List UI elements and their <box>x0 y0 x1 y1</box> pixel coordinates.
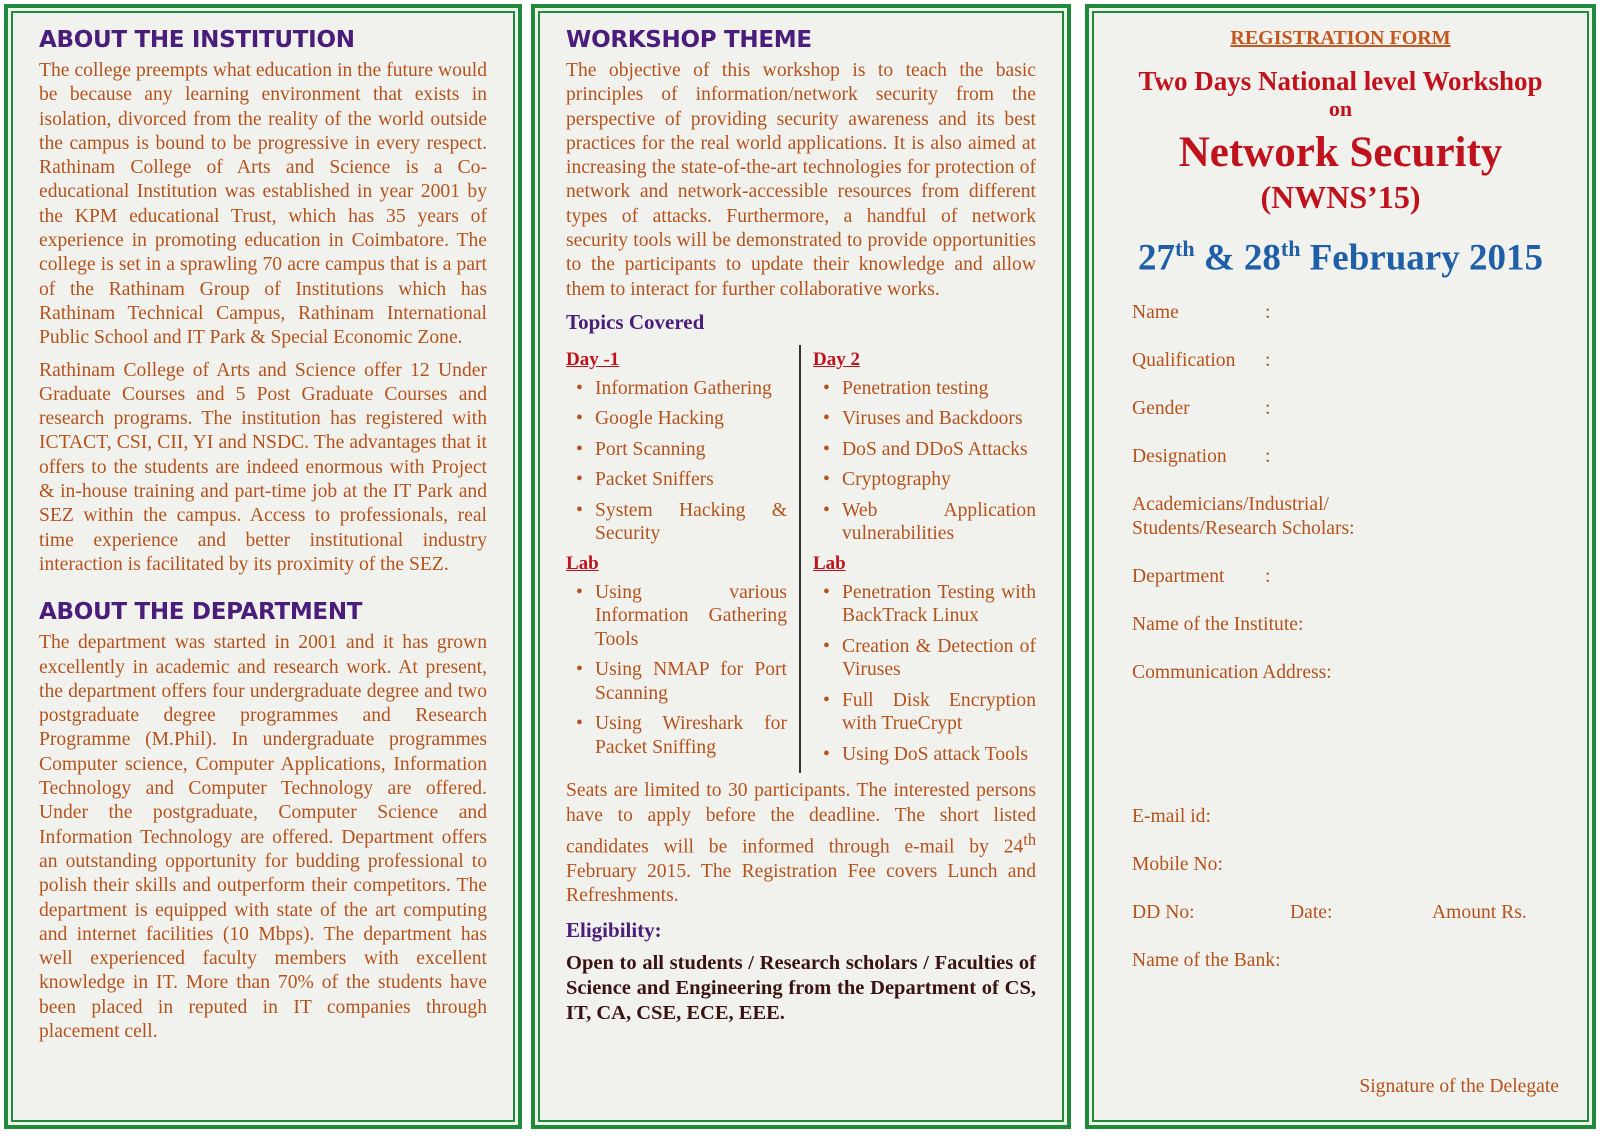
field-label: Department <box>1132 566 1225 588</box>
field-label: E-mail id: <box>1132 806 1211 828</box>
field-category[interactable] <box>1132 493 1561 565</box>
day1-heading: Day -1 <box>566 348 620 370</box>
field-address[interactable] <box>1132 661 1561 805</box>
field-institute[interactable] <box>1132 613 1561 661</box>
list-item: • Packet Sniffers <box>566 468 787 492</box>
topics-title: Topics Covered <box>566 309 705 334</box>
field-colon: : <box>1265 302 1271 324</box>
field-amount: Amount Rs. <box>1432 902 1527 924</box>
list-item: • Web Application vulnerabilities <box>813 499 1036 546</box>
seats-text-sup: th <box>1023 830 1036 850</box>
workshop-code: (NWNS’15) <box>1260 179 1421 215</box>
field-email[interactable] <box>1132 805 1561 853</box>
field-label: Gender <box>1132 398 1190 420</box>
day2-lab-heading: Lab <box>813 552 846 574</box>
field-department[interactable] <box>1132 565 1561 613</box>
seats-text-after: February 2015. The Registration Fee covers Lunch and Refreshments. <box>566 860 1036 907</box>
workshop-on: on <box>1328 96 1353 121</box>
field-bank[interactable] <box>1132 949 1561 997</box>
topics-columns <box>566 345 1036 774</box>
list-item: • Full Disk Encryption with TrueCrypt <box>813 689 1036 736</box>
panel-registration-inner <box>1092 11 1589 1122</box>
field-dd-row[interactable] <box>1132 901 1561 949</box>
field-label: Communication Address: <box>1132 662 1332 684</box>
signature-label: Signature of the Delegate <box>1359 1076 1559 1097</box>
date-month-year: February 2015 <box>1300 237 1543 279</box>
institution-paragraph-2: Rathinam College of Arts and Science offer 12 Under Graduate Courses and 5 Post Graduate Courses and research programs. The institution has registered with ICTACT, CSI, CII, YI and NSDC. The advantages that it offers to the students are indeed enormous with Project & in-house training and part-time job at the IT Park and SEZ within the campus. Access to professionals, real time experience and better institutional industry interaction is facilitated by its proximity of the SEZ. <box>39 359 487 575</box>
field-colon: : <box>1265 398 1271 420</box>
list-item: • Port Scanning <box>566 438 787 462</box>
panel-workshop <box>531 4 1071 1129</box>
day2-lab-list <box>813 581 1036 767</box>
workshop-main-title: Network Security <box>1178 129 1503 176</box>
list-item: • Penetration testing <box>813 377 1036 401</box>
field-name[interactable] <box>1132 301 1561 349</box>
day1-lab-list <box>566 581 787 760</box>
panel-about <box>4 4 522 1129</box>
workshop-line: Two Days National level Workshop <box>1138 66 1543 96</box>
field-label: Name of the Bank: <box>1132 950 1281 972</box>
eligibility-text: Open to all students / Research scholars / Faculties of Science and Engineering from the Department of CS, IT, CA, CSE, ECE, EEE. <box>566 952 1036 1025</box>
field-label: Name <box>1132 302 1179 324</box>
field-designation[interactable] <box>1132 445 1561 493</box>
list-item: • Google Hacking <box>566 407 787 431</box>
field-date: Date: <box>1290 902 1333 924</box>
list-item: • Using DoS attack Tools <box>813 743 1036 767</box>
day2-topic-list <box>813 377 1036 546</box>
day1-lab-heading: Lab <box>566 552 599 574</box>
institution-paragraph-1: The college preempts what education in the future would be because any learning environment that exists in isolation, divorced from the reality of the world outside the campus is bound to be progressive in every respect. Rathinam College of Arts and Science is a Co-educational Institution was established in year 2001 by the KPM educational Trust, which has 35 years of experience in promoting education in Coimbatore. The college is set in a sprawling 70 acre campus that is a part of the Rathinam Group of Institutions which has Rathinam Technical Campus, Rathinam International Public School and IT Park & Special Economic Zone. <box>39 60 487 349</box>
seats-text-before: Seats are limited to 30 participants. The interested persons have to apply before the deadline. The short listed candidates will be informed through e-mail by 24 <box>566 780 1036 858</box>
workshop-date <box>1120 236 1561 279</box>
registration-form-title: REGISTRATION FORM <box>1230 27 1451 49</box>
panel-about-inner <box>11 11 515 1122</box>
list-item: • Cryptography <box>813 468 1036 492</box>
list-item: • DoS and DDoS Attacks <box>813 438 1036 462</box>
date-day2: & 28 <box>1194 237 1281 279</box>
field-gender[interactable] <box>1132 397 1561 445</box>
day1-topic-list <box>566 377 787 546</box>
list-item: • Penetration Testing with BackTrack Linux <box>813 581 1036 628</box>
field-label: Academicians/Industrial/ <box>1132 494 1329 516</box>
department-heading: ABOUT THE DEPARTMENT <box>39 599 363 626</box>
eligibility-title: Eligibility: <box>566 918 662 943</box>
date-sup1: th <box>1175 236 1195 261</box>
day2-column <box>801 345 1036 774</box>
list-item: • Creation & Detection of Viruses <box>813 635 1036 682</box>
registration-fields <box>1132 301 1561 997</box>
department-paragraph: The department was started in 2001 and it has grown excellently in academic and research work. At present, the department offers four undergraduate degree and two postgraduate degree programmes and Research Programme (M.Phil). In undergraduate programmes Computer science, Computer Applications, Information Technology and Computer Technology are offered. Under the postgraduate, Computer Science and Information Technology are offered. Department offers an outstanding opportunity for budding professional to polish their skills and outperform their competitors. The department is equipped with state of the art computing and internet facilities (10 Mbps). The department has well experienced faculty members with excellent knowledge in IT. More than 70% of the students have been placed in reputed in IT companies through placement cell. <box>39 632 487 1042</box>
panel-registration <box>1085 4 1596 1129</box>
list-item: • Using Wireshark for Packet Sniffing <box>566 712 787 759</box>
list-item: • Viruses and Backdoors <box>813 407 1036 431</box>
seats-paragraph <box>566 779 1036 908</box>
field-label: Qualification <box>1132 350 1236 372</box>
field-colon: : <box>1265 350 1271 372</box>
date-day1: 27 <box>1138 237 1175 279</box>
list-item: • System Hacking & Security <box>566 499 787 546</box>
field-colon: : <box>1265 446 1271 468</box>
field-colon: : <box>1265 566 1271 588</box>
field-label: Designation <box>1132 446 1227 468</box>
field-mobile[interactable] <box>1132 853 1561 901</box>
list-item: • Using NMAP for Port Scanning <box>566 658 787 705</box>
date-sup2: th <box>1280 236 1301 261</box>
field-qualification[interactable] <box>1132 349 1561 397</box>
field-label: Mobile No: <box>1132 854 1223 876</box>
day1-column <box>566 345 801 774</box>
panel-workshop-inner <box>538 11 1064 1122</box>
list-item: • Information Gathering <box>566 377 787 401</box>
theme-paragraph: The objective of this workshop is to teach the basic principles of information/network security from the perspective of providing security awareness and its best practices for the real world applications. It is also aimed at increasing the state-of-the-art technologies for protection of network and network-accessible resources from different types of attacks. Furthermore, a handful of network security tools will be demonstrated to provide opportunities to the participants to update their knowledge and allow them to interact for further collaborative works. <box>566 60 1036 300</box>
institution-heading: ABOUT THE INSTITUTION <box>39 27 355 53</box>
field-label: Name of the Institute: <box>1132 614 1304 636</box>
field-dd: DD No: <box>1132 902 1195 924</box>
day2-heading: Day 2 <box>813 348 860 370</box>
field-label: Students/Research Scholars: <box>1132 518 1355 540</box>
list-item: • Using various Information Gathering Tools <box>566 581 787 652</box>
theme-heading: WORKSHOP THEME <box>566 27 812 53</box>
